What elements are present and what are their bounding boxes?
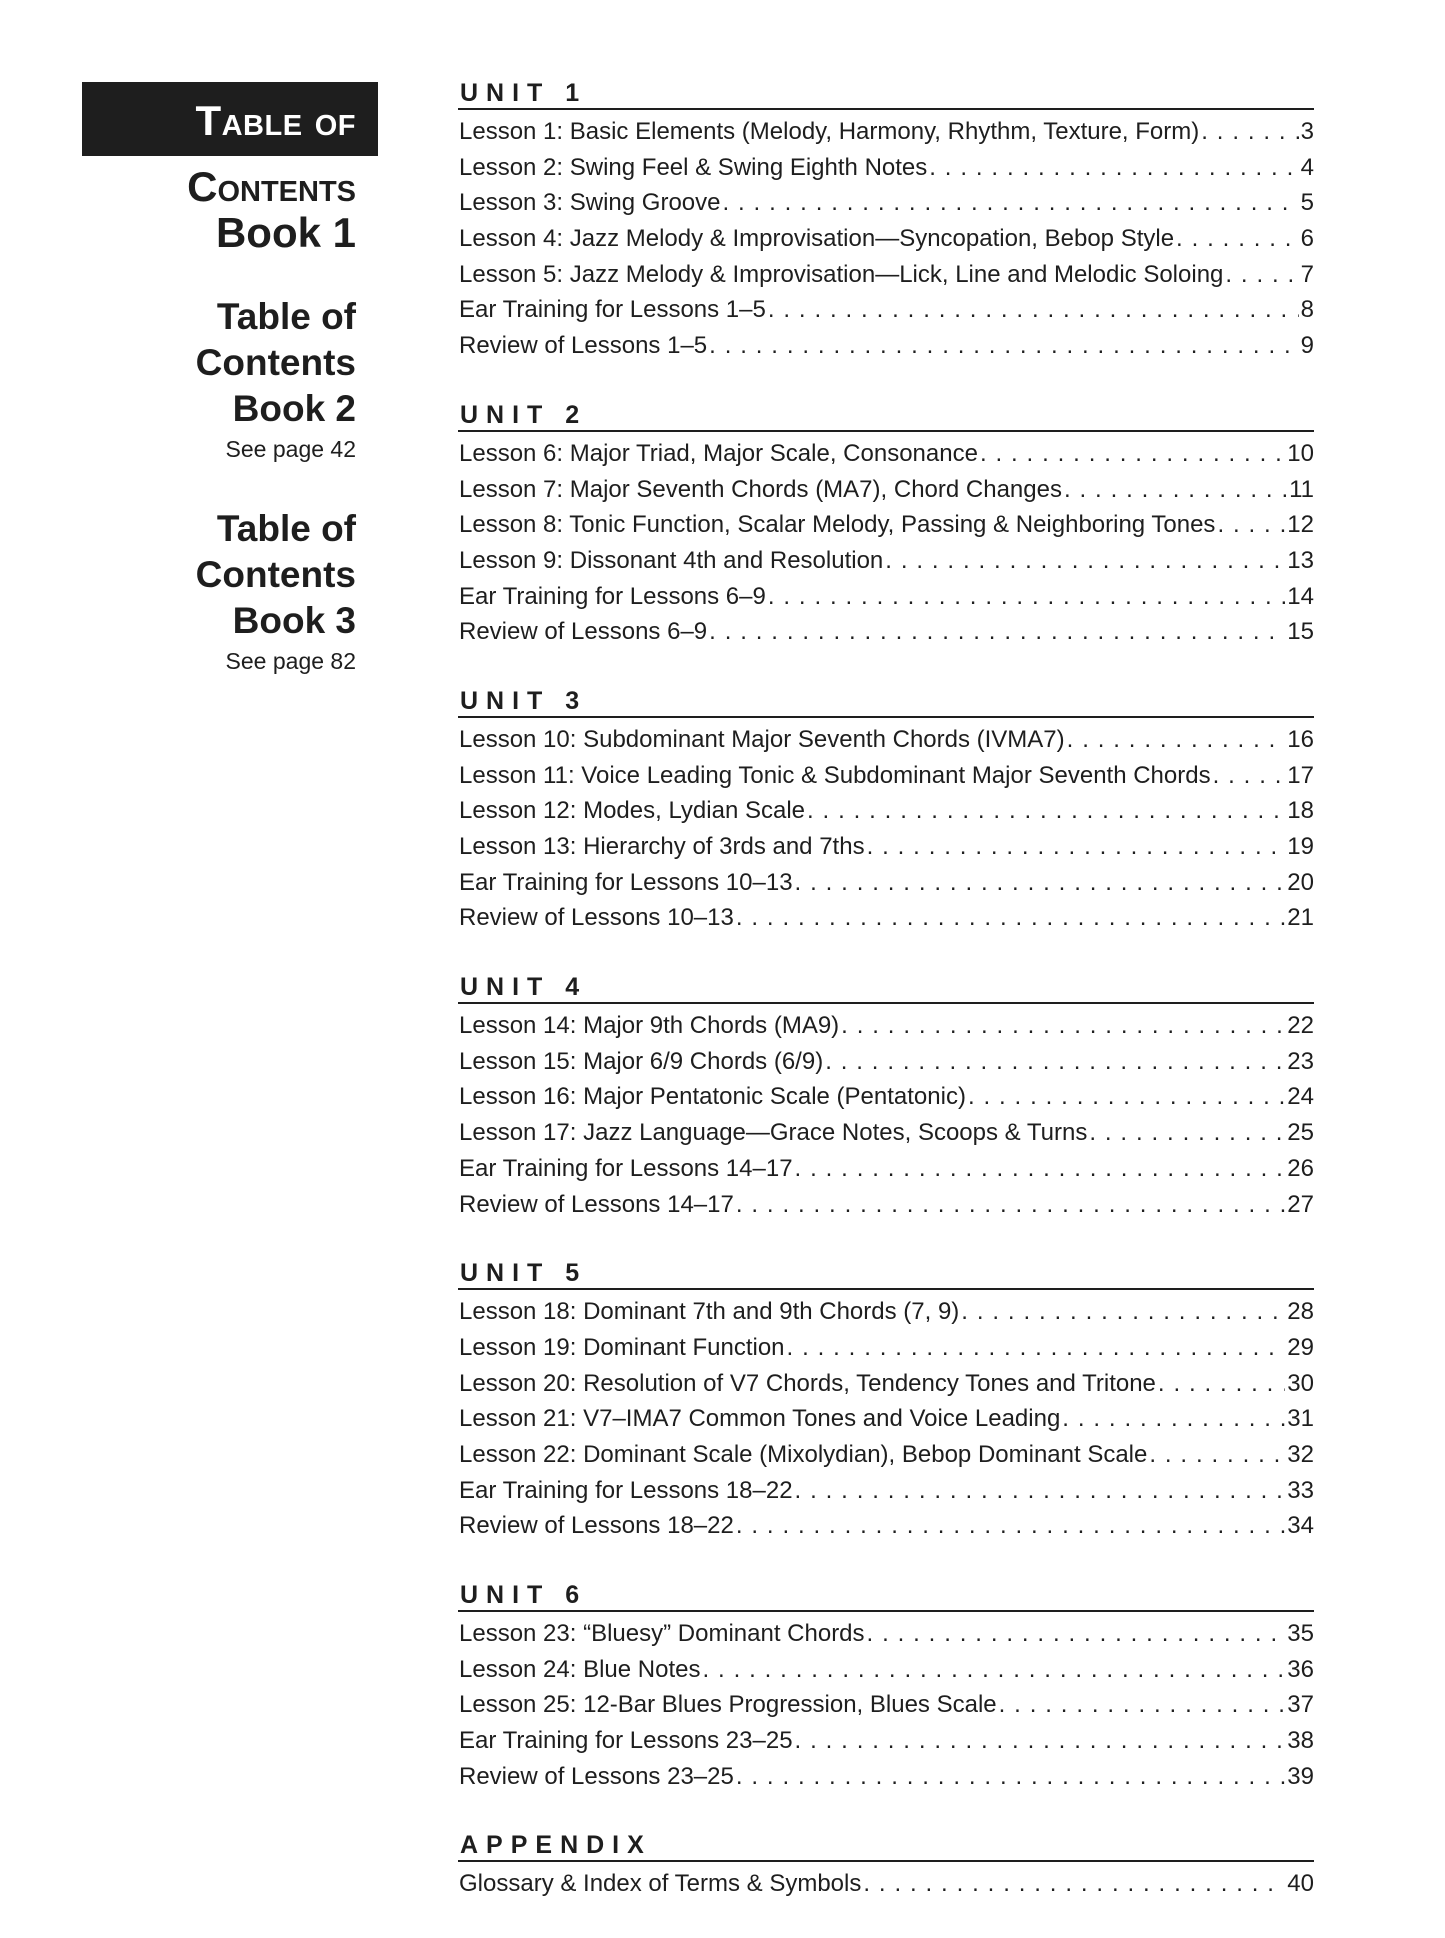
toc-entry-label: Lesson 7: Major Seventh Chords (MA7), Chord Changes xyxy=(459,475,1062,503)
toc-entry-label: Lesson 11: Voice Leading Tonic & Subdominant Major Seventh Chords xyxy=(459,761,1211,789)
toc-entry-page: 32 xyxy=(1287,1440,1314,1468)
toc-entry-label: Review of Lessons 14–17 xyxy=(459,1190,734,1218)
toc-entry-page: 35 xyxy=(1287,1620,1314,1647)
toc-entry-page: 17 xyxy=(1287,761,1314,789)
toc-entry-label: Lesson 9: Dissonant 4th and Resolution xyxy=(459,546,884,574)
toc-entry[interactable] xyxy=(458,114,1314,150)
toc-entry[interactable] xyxy=(458,292,1314,328)
toc-entry[interactable] xyxy=(458,221,1314,257)
toc-entry-label: Lesson 21: V7–IMA7 Common Tones and Voice Leading xyxy=(459,1405,1061,1433)
toc-entry-page: 6 xyxy=(1300,225,1314,253)
dot-leader xyxy=(825,1044,1285,1080)
toc-entry-page: 7 xyxy=(1300,260,1314,288)
toc-entry[interactable] xyxy=(458,472,1314,508)
toc-unit xyxy=(458,1258,1314,1544)
toc-entry[interactable] xyxy=(458,793,1314,829)
toc-entry-page: 20 xyxy=(1287,868,1314,896)
toc-entry-label: Lesson 14: Major 9th Chords (MA9) xyxy=(459,1012,840,1040)
toc-entry-page: 13 xyxy=(1287,546,1314,574)
dot-leader xyxy=(1176,221,1299,257)
dot-leader xyxy=(1062,1401,1285,1437)
toc-entry-label: Review of Lessons 18–22 xyxy=(459,1512,734,1540)
book3-title xyxy=(82,506,356,644)
dot-leader xyxy=(795,865,1286,901)
dot-leader xyxy=(841,1008,1285,1044)
dot-leader xyxy=(863,1866,1285,1902)
toc-entry[interactable] xyxy=(458,1294,1314,1330)
dot-leader xyxy=(1225,257,1298,293)
toc-entry-label: Lesson 18: Dominant 7th and 9th Chords (7, 9) xyxy=(459,1298,960,1326)
dot-leader xyxy=(867,829,1286,865)
unit-heading: UNIT 1 xyxy=(458,78,1314,110)
unit-entries xyxy=(458,436,1314,650)
unit-heading: UNIT 4 xyxy=(458,972,1314,1004)
book3-title-line3: Book 3 xyxy=(232,600,356,641)
toc-entry[interactable] xyxy=(458,1115,1314,1151)
toc-entry[interactable] xyxy=(458,1616,1314,1652)
page-title-bar xyxy=(82,82,378,156)
toc-entry[interactable] xyxy=(458,579,1314,615)
toc-entry-label: Ear Training for Lessons 18–22 xyxy=(459,1476,793,1504)
toc-entry[interactable] xyxy=(458,1187,1314,1223)
dot-leader xyxy=(795,1723,1286,1759)
sidebar xyxy=(82,82,378,676)
book2-title-line3: Book 2 xyxy=(232,388,356,429)
dot-leader xyxy=(929,150,1298,186)
toc-entry[interactable] xyxy=(458,1366,1314,1402)
toc-entry-label: Lesson 8: Tonic Function, Scalar Melody, Passing & Neighboring Tones xyxy=(459,511,1216,539)
toc-entry-label: Lesson 16: Major Pentatonic Scale (Pentatonic) xyxy=(459,1083,966,1111)
toc-entry-page: 9 xyxy=(1300,332,1314,360)
toc-entry-page: 11 xyxy=(1289,475,1314,503)
dot-leader xyxy=(1201,114,1298,150)
unit-entries xyxy=(458,1294,1314,1544)
unit-entries xyxy=(458,1866,1314,1902)
dot-leader xyxy=(807,793,1285,829)
toc-entry-page: 40 xyxy=(1287,1870,1314,1898)
toc-entry-label: Ear Training for Lessons 6–9 xyxy=(459,582,766,610)
book2-title-line2: Contents xyxy=(195,342,356,383)
toc-entry-page: 19 xyxy=(1287,833,1314,860)
toc-unit xyxy=(458,1580,1314,1794)
toc-entry-label: Ear Training for Lessons 1–5 xyxy=(459,296,766,324)
book2-title-line1: Table of xyxy=(216,296,356,337)
toc-entry[interactable] xyxy=(458,1151,1314,1187)
toc-entry[interactable] xyxy=(458,829,1314,865)
dot-leader xyxy=(703,1652,1286,1688)
unit-entries xyxy=(458,114,1314,364)
toc-entry-page: 24 xyxy=(1287,1083,1314,1111)
toc-entry-page: 38 xyxy=(1287,1727,1314,1755)
toc-entry-page: 30 xyxy=(1287,1369,1314,1397)
toc-entry[interactable] xyxy=(458,436,1314,472)
dot-leader xyxy=(1064,472,1287,508)
dot-leader xyxy=(736,1508,1285,1544)
toc-entry-page: 23 xyxy=(1287,1047,1314,1075)
toc-entry-label: Lesson 24: Blue Notes xyxy=(459,1655,701,1683)
dot-leader xyxy=(736,1187,1285,1223)
unit-heading: APPENDIX xyxy=(458,1830,1314,1862)
dot-leader xyxy=(867,1616,1286,1652)
dot-leader xyxy=(768,579,1285,615)
toc-entry[interactable] xyxy=(458,150,1314,186)
toc-entry-page: 39 xyxy=(1287,1762,1314,1790)
toc-entry-page: 3 xyxy=(1300,118,1314,145)
toc-entry[interactable] xyxy=(458,507,1314,543)
dot-leader xyxy=(999,1687,1286,1723)
toc-entry-label: Lesson 12: Modes, Lydian Scale xyxy=(459,797,805,825)
toc-entry-page: 29 xyxy=(1287,1333,1314,1361)
toc-entry-page: 26 xyxy=(1287,1154,1314,1182)
toc-entry-page: 14 xyxy=(1287,582,1314,610)
unit-heading: UNIT 2 xyxy=(458,400,1314,432)
book2-page-ref: See page 42 xyxy=(225,436,356,462)
toc-entry-label: Review of Lessons 6–9 xyxy=(459,618,708,646)
dot-leader xyxy=(961,1294,1285,1330)
toc-entry-page: 37 xyxy=(1287,1691,1314,1719)
unit-entries xyxy=(458,1616,1314,1794)
unit-heading: UNIT 5 xyxy=(458,1258,1314,1290)
toc-unit xyxy=(458,400,1314,650)
toc-entry-label: Lesson 22: Dominant Scale (Mixolydian), Bebop Dominant Scale xyxy=(459,1440,1148,1468)
toc-entry-label: Lesson 25: 12-Bar Blues Progression, Blues Scale xyxy=(459,1691,997,1719)
toc-entry[interactable] xyxy=(458,328,1314,364)
toc-entry[interactable] xyxy=(458,257,1314,293)
dot-leader xyxy=(768,292,1299,328)
toc-entry-page: 33 xyxy=(1287,1476,1314,1504)
dot-leader xyxy=(980,436,1285,472)
book2-title xyxy=(82,294,356,432)
toc-entry-page: 21 xyxy=(1287,904,1314,932)
toc-entry-page: 25 xyxy=(1287,1119,1314,1147)
toc-entry[interactable] xyxy=(458,1079,1314,1115)
toc-entry-page: 16 xyxy=(1287,725,1314,753)
toc-entry[interactable] xyxy=(458,900,1314,936)
toc-entry-label: Lesson 20: Resolution of V7 Chords, Tendency Tones and Tritone xyxy=(459,1369,1156,1397)
toc-entry[interactable] xyxy=(458,185,1314,221)
toc-entry-label: Lesson 2: Swing Feel & Swing Eighth Notes xyxy=(459,153,928,181)
toc-entry-page: 22 xyxy=(1287,1012,1314,1040)
dot-leader xyxy=(709,614,1285,650)
toc-entry-label: Review of Lessons 1–5 xyxy=(459,332,708,360)
toc-entry[interactable] xyxy=(458,865,1314,901)
toc-entry-page: 34 xyxy=(1287,1512,1314,1540)
dot-leader xyxy=(885,543,1285,579)
toc-unit xyxy=(458,78,1314,364)
toc-entry-label: Ear Training for Lessons 23–25 xyxy=(459,1727,793,1755)
unit-entries xyxy=(458,1008,1314,1222)
toc-entry-page: 4 xyxy=(1300,153,1314,181)
page-title-line3: Book 1 xyxy=(215,209,356,256)
toc-entry-label: Lesson 19: Dominant Function xyxy=(459,1333,785,1361)
toc-entry-page: 31 xyxy=(1287,1405,1314,1433)
dot-leader xyxy=(736,900,1285,936)
dot-leader xyxy=(968,1079,1285,1115)
toc-entry[interactable] xyxy=(458,1437,1314,1473)
toc-entry-page: 8 xyxy=(1300,296,1314,324)
toc-entry-label: Review of Lessons 23–25 xyxy=(459,1762,734,1790)
toc-entry-label: Lesson 23: “Bluesy” Dominant Chords xyxy=(459,1620,865,1647)
toc-entry-page: 36 xyxy=(1287,1655,1314,1683)
dot-leader xyxy=(795,1473,1286,1509)
toc-unit xyxy=(458,1830,1314,1902)
page-title-line1: Table of xyxy=(195,97,356,144)
dot-leader xyxy=(1149,1437,1285,1473)
toc-entry-label: Lesson 6: Major Triad, Major Scale, Consonance xyxy=(459,439,978,467)
toc-entry-label: Ear Training for Lessons 14–17 xyxy=(459,1154,793,1182)
toc-entry[interactable] xyxy=(458,543,1314,579)
toc-entry-page: 18 xyxy=(1287,797,1314,825)
table-of-contents xyxy=(458,78,1314,1938)
toc-entry[interactable] xyxy=(458,722,1314,758)
toc-unit xyxy=(458,686,1314,936)
toc-entry[interactable] xyxy=(458,1759,1314,1795)
toc-entry-label: Ear Training for Lessons 10–13 xyxy=(459,868,793,896)
dot-leader xyxy=(1158,1366,1285,1402)
toc-entry-page: 27 xyxy=(1287,1190,1314,1218)
toc-entry-page: 15 xyxy=(1287,618,1314,646)
toc-entry[interactable] xyxy=(458,1866,1314,1902)
page-title-line2: Contents xyxy=(187,163,356,210)
dot-leader xyxy=(1213,758,1286,794)
toc-entry-page: 10 xyxy=(1287,439,1314,467)
book3-reference xyxy=(82,506,378,676)
toc-entry[interactable] xyxy=(458,1473,1314,1509)
dot-leader xyxy=(722,185,1298,221)
toc-entry[interactable] xyxy=(458,1687,1314,1723)
book2-reference xyxy=(82,294,378,464)
dot-leader xyxy=(709,328,1298,364)
toc-entry[interactable] xyxy=(458,758,1314,794)
toc-entry[interactable] xyxy=(458,1044,1314,1080)
dot-leader xyxy=(1067,722,1286,758)
dot-leader xyxy=(1217,507,1285,543)
dot-leader xyxy=(736,1759,1285,1795)
toc-entry[interactable] xyxy=(458,1008,1314,1044)
dot-leader xyxy=(795,1151,1286,1187)
toc-entry[interactable] xyxy=(458,614,1314,650)
toc-entry-label: Review of Lessons 10–13 xyxy=(459,904,734,932)
toc-entry[interactable] xyxy=(458,1652,1314,1688)
toc-entry-label: Lesson 10: Subdominant Major Seventh Chords (IVMA7) xyxy=(459,725,1065,753)
toc-entry[interactable] xyxy=(458,1723,1314,1759)
toc-entry-label: Lesson 13: Hierarchy of 3rds and 7ths xyxy=(459,833,865,860)
unit-entries xyxy=(458,722,1314,936)
book3-title-line1: Table of xyxy=(216,508,356,549)
dot-leader xyxy=(787,1330,1286,1366)
dot-leader xyxy=(1089,1115,1285,1151)
toc-entry-label: Lesson 5: Jazz Melody & Improvisation—Lick, Line and Melodic Soloing xyxy=(459,260,1224,288)
toc-unit xyxy=(458,972,1314,1222)
toc-entry[interactable] xyxy=(458,1508,1314,1544)
unit-heading: UNIT 3 xyxy=(458,686,1314,718)
toc-entry-page: 28 xyxy=(1287,1298,1314,1326)
toc-entry-page: 5 xyxy=(1300,189,1314,217)
toc-entry-page: 12 xyxy=(1287,511,1314,539)
toc-entry-label: Lesson 17: Jazz Language—Grace Notes, Scoops & Turns xyxy=(459,1119,1088,1147)
book3-page-ref: See page 82 xyxy=(225,648,356,674)
toc-entry-label: Lesson 15: Major 6/9 Chords (6/9) xyxy=(459,1047,824,1075)
toc-entry-label: Lesson 1: Basic Elements (Melody, Harmony, Rhythm, Texture, Form) xyxy=(459,118,1200,145)
unit-heading: UNIT 6 xyxy=(458,1580,1314,1612)
toc-entry-label: Lesson 4: Jazz Melody & Improvisation—Syncopation, Bebop Style xyxy=(459,225,1175,253)
book3-title-line2: Contents xyxy=(195,554,356,595)
toc-entry-label: Glossary & Index of Terms & Symbols xyxy=(459,1870,862,1898)
toc-entry-label: Lesson 3: Swing Groove xyxy=(459,189,721,217)
toc-entry[interactable] xyxy=(458,1330,1314,1366)
toc-entry[interactable] xyxy=(458,1401,1314,1437)
